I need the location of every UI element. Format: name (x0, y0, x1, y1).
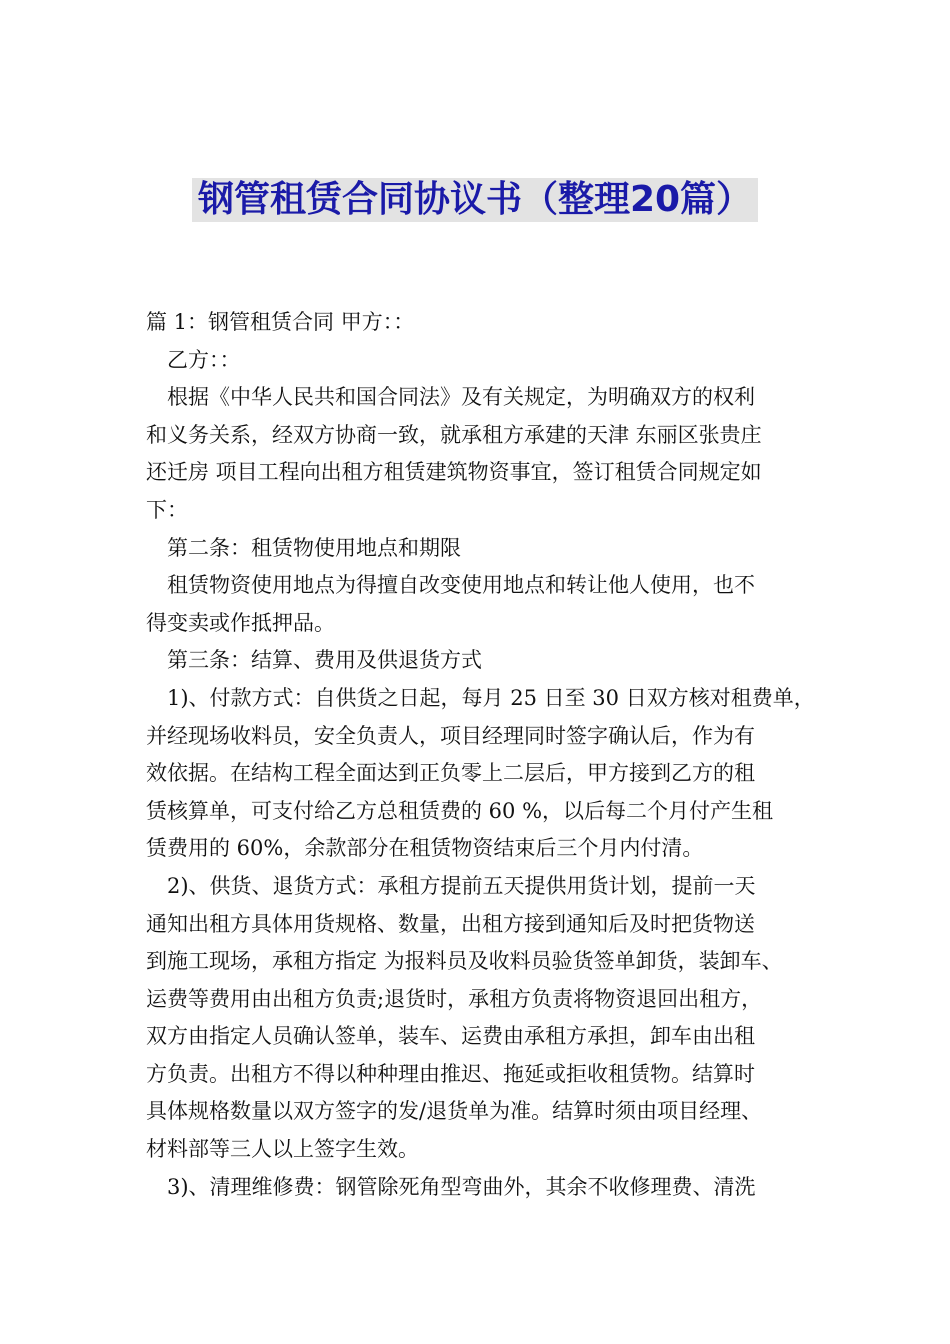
text-line: 方负责。出租方不得以种种理由推迟、拖延或拒收租赁物。结算时 (146, 1061, 755, 1086)
document-body (146, 304, 826, 1206)
text-line: 双方由指定人员确认签单，装车、运费由承租方承担，卸车由出租 (146, 1024, 755, 1049)
text-line: 通知出租方具体用货规格、数量，出租方接到通知后及时把货物送 (146, 911, 755, 936)
text-line: 效依据。在结构工程全面达到正负零上二层后，甲方接到乙方的租 (146, 761, 755, 786)
title-wrap (0, 178, 950, 222)
text-line: 和义务关系，经双方协商一致，就承租方承建的天津 东丽区张贵庄 (146, 422, 762, 447)
text-line: 3)、清理维修费：钢管除死角型弯曲外，其余不收修理费、清洗 (167, 1174, 756, 1199)
text-line: 运费等费用由出租方负责;退货时，承租方负责将物资退回出租方， (146, 986, 763, 1011)
text-line: 2)、供货、退货方式：承租方提前五天提供用货计划，提前一天 (167, 873, 756, 898)
text-line: 第三条：结算、费用及供退货方式 (167, 648, 482, 673)
text-line: 到施工现场，承租方指定 为报料员及收料员验货签单卸货，装卸车、 (146, 949, 783, 974)
text-line: 乙方：： (167, 347, 241, 372)
text-line: 赁费用的 60%，余款部分在租赁物资结束后三个月内付清。 (146, 836, 704, 861)
text-line: 租赁物资使用地点为得擅自改变使用地点和转让他人使用，也不 (167, 573, 755, 598)
text-line: 篇 1：钢管租赁合同 甲方：： (146, 310, 415, 334)
text-line: 还迁房 项目工程向出租方租赁建筑物资事宜，签订租赁合同规定如 (146, 460, 762, 485)
text-line: 材料部等三人以上签字生效。 (146, 1137, 419, 1162)
text-line: 具体规格数量以双方签字的发/退货单为准。结算时须由项目经理、 (146, 1099, 763, 1124)
text-line: 第二条：租赁物使用地点和期限 (167, 535, 461, 560)
document-title: 钢管租赁合同协议书（整理20篇） (192, 178, 758, 222)
text-line: 得变卖或作抵押品。 (146, 610, 335, 635)
text-line: 根据《中华人民共和国合同法》及有关规定，为明确双方的权利 (167, 385, 755, 410)
text-line: 赁核算单，可支付给乙方总租赁费的 60 %，以后每二个月付产生租 (146, 798, 774, 823)
text-line: 1)、付款方式：自供货之日起，每月 25 日至 30 日双方核对租费单， (167, 685, 815, 710)
text-line: 并经现场收料员，安全负责人，项目经理同时签字确认后，作为有 (146, 723, 755, 748)
text-line: 下： (146, 497, 188, 522)
